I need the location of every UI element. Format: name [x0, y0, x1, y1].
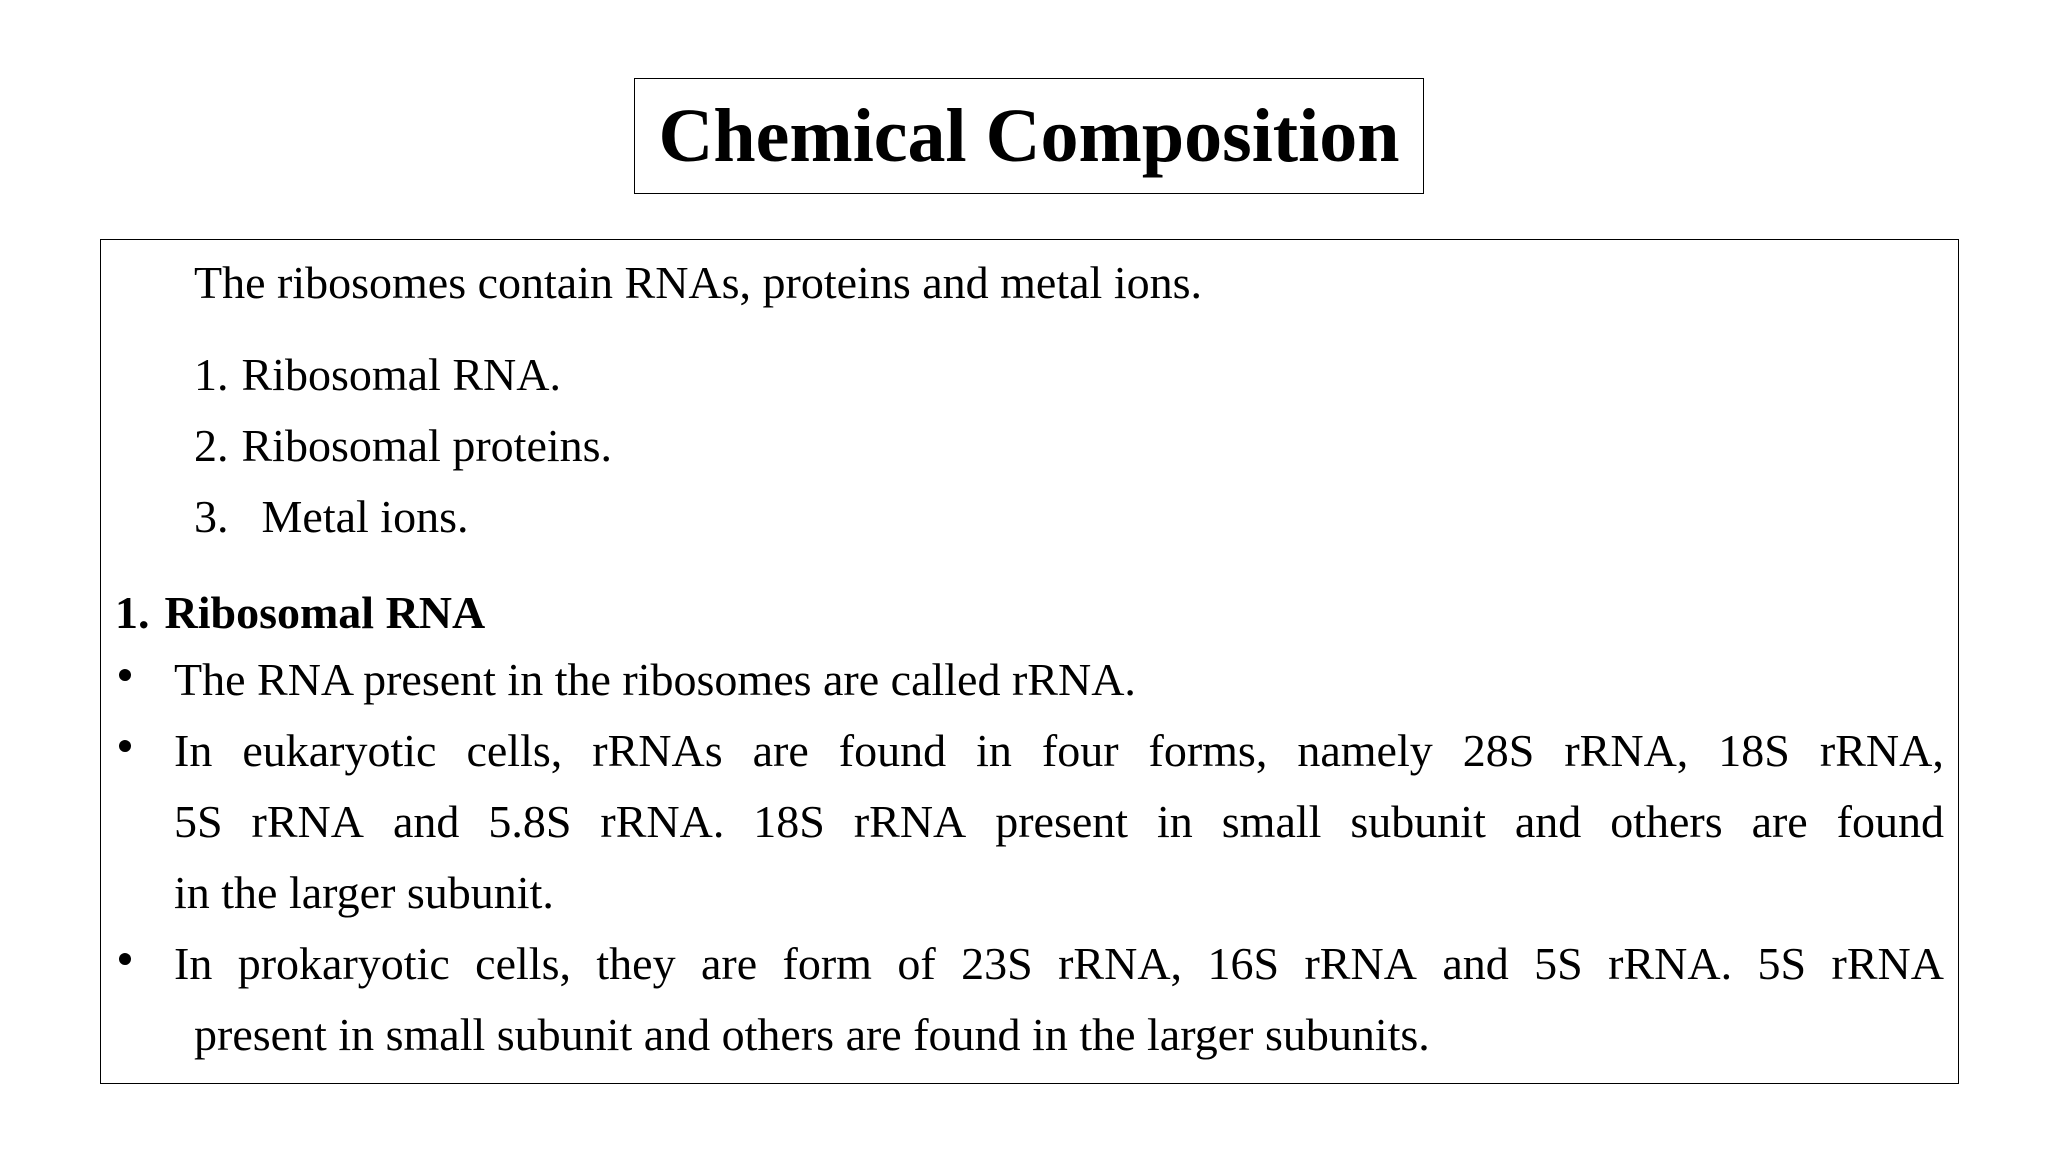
- paragraph-line: The RNA present in the ribosomes are called rRNA.: [174, 654, 1136, 705]
- bullet-paragraph-3: [174, 928, 1944, 1070]
- word: rRNA,: [1564, 725, 1689, 776]
- word: of: [897, 938, 936, 989]
- paragraph-line: [174, 928, 1944, 999]
- component-label: Metal ions.: [261, 491, 469, 542]
- word: and: [392, 796, 460, 847]
- word: cells,: [466, 725, 563, 776]
- word: 5S: [174, 796, 223, 847]
- word: others: [1610, 796, 1723, 847]
- component-item-3: [194, 491, 469, 542]
- word: forms,: [1148, 725, 1268, 776]
- word: present: [995, 796, 1129, 847]
- word: eukaryotic: [242, 725, 437, 776]
- section-title: Ribosomal RNA: [164, 587, 486, 638]
- word: cells,: [475, 938, 571, 989]
- word: rRNA,: [1819, 725, 1944, 776]
- paragraph-line: [174, 715, 1944, 786]
- paragraph-line: [174, 786, 1944, 857]
- word: rRNA.: [600, 796, 725, 847]
- word: In: [174, 938, 213, 989]
- word: 23S: [961, 938, 1033, 989]
- word: In: [174, 725, 213, 776]
- word: and: [1442, 938, 1509, 989]
- word: found: [1836, 796, 1944, 847]
- word: are: [1751, 796, 1808, 847]
- component-label: Ribosomal RNA.: [241, 349, 561, 400]
- title-box: [634, 78, 1424, 194]
- component-number: 3.: [194, 491, 229, 542]
- paragraph-line: present in small subunit and others are found in the larger subunits.: [194, 1009, 1430, 1060]
- word: and: [1514, 796, 1582, 847]
- word: subunit: [1350, 796, 1486, 847]
- component-item-2: [194, 420, 613, 471]
- word: 28S: [1462, 725, 1535, 776]
- bullet-icon: [115, 732, 137, 754]
- word: are: [752, 725, 809, 776]
- word: they: [596, 938, 676, 989]
- word: rRNA: [1831, 938, 1944, 989]
- word: prokaryotic: [237, 938, 450, 989]
- word: found: [838, 725, 947, 776]
- intro-text: The ribosomes contain RNAs, proteins and metal ions.: [194, 257, 1203, 308]
- word: are: [700, 938, 758, 989]
- word: four: [1041, 725, 1119, 776]
- word: 18S: [1718, 725, 1790, 776]
- word: rRNA.: [1608, 938, 1733, 989]
- bullet-paragraph-1: [174, 644, 1944, 715]
- word: 5.8S: [488, 796, 572, 847]
- section-heading: [115, 587, 486, 638]
- word: rRNA: [1304, 938, 1417, 989]
- bullet-paragraph-2: [174, 715, 1944, 928]
- word: 5S: [1534, 938, 1583, 989]
- word: 18S: [753, 796, 825, 847]
- word: in: [1157, 796, 1193, 847]
- component-number: 1.: [194, 349, 229, 400]
- section-number: 1.: [115, 587, 150, 638]
- bullet-icon: [115, 945, 137, 967]
- word: small: [1221, 796, 1322, 847]
- word: rRNAs: [592, 725, 723, 776]
- word: rRNA: [251, 796, 364, 847]
- content-box: [100, 239, 1959, 1084]
- bullet-icon: [115, 661, 137, 683]
- component-item-1: [194, 349, 561, 400]
- word: rRNA,: [1058, 938, 1183, 989]
- component-label: Ribosomal proteins.: [241, 420, 613, 471]
- word: 16S: [1207, 938, 1280, 989]
- word: namely: [1297, 725, 1433, 776]
- word: in: [976, 725, 1012, 776]
- component-number: 2.: [194, 420, 229, 471]
- word: form: [782, 938, 872, 989]
- page-title: Chemical Composition: [658, 94, 1400, 178]
- paragraph-line: in the larger subunit.: [174, 867, 554, 918]
- word: 5S: [1757, 938, 1807, 989]
- word: rRNA: [853, 796, 967, 847]
